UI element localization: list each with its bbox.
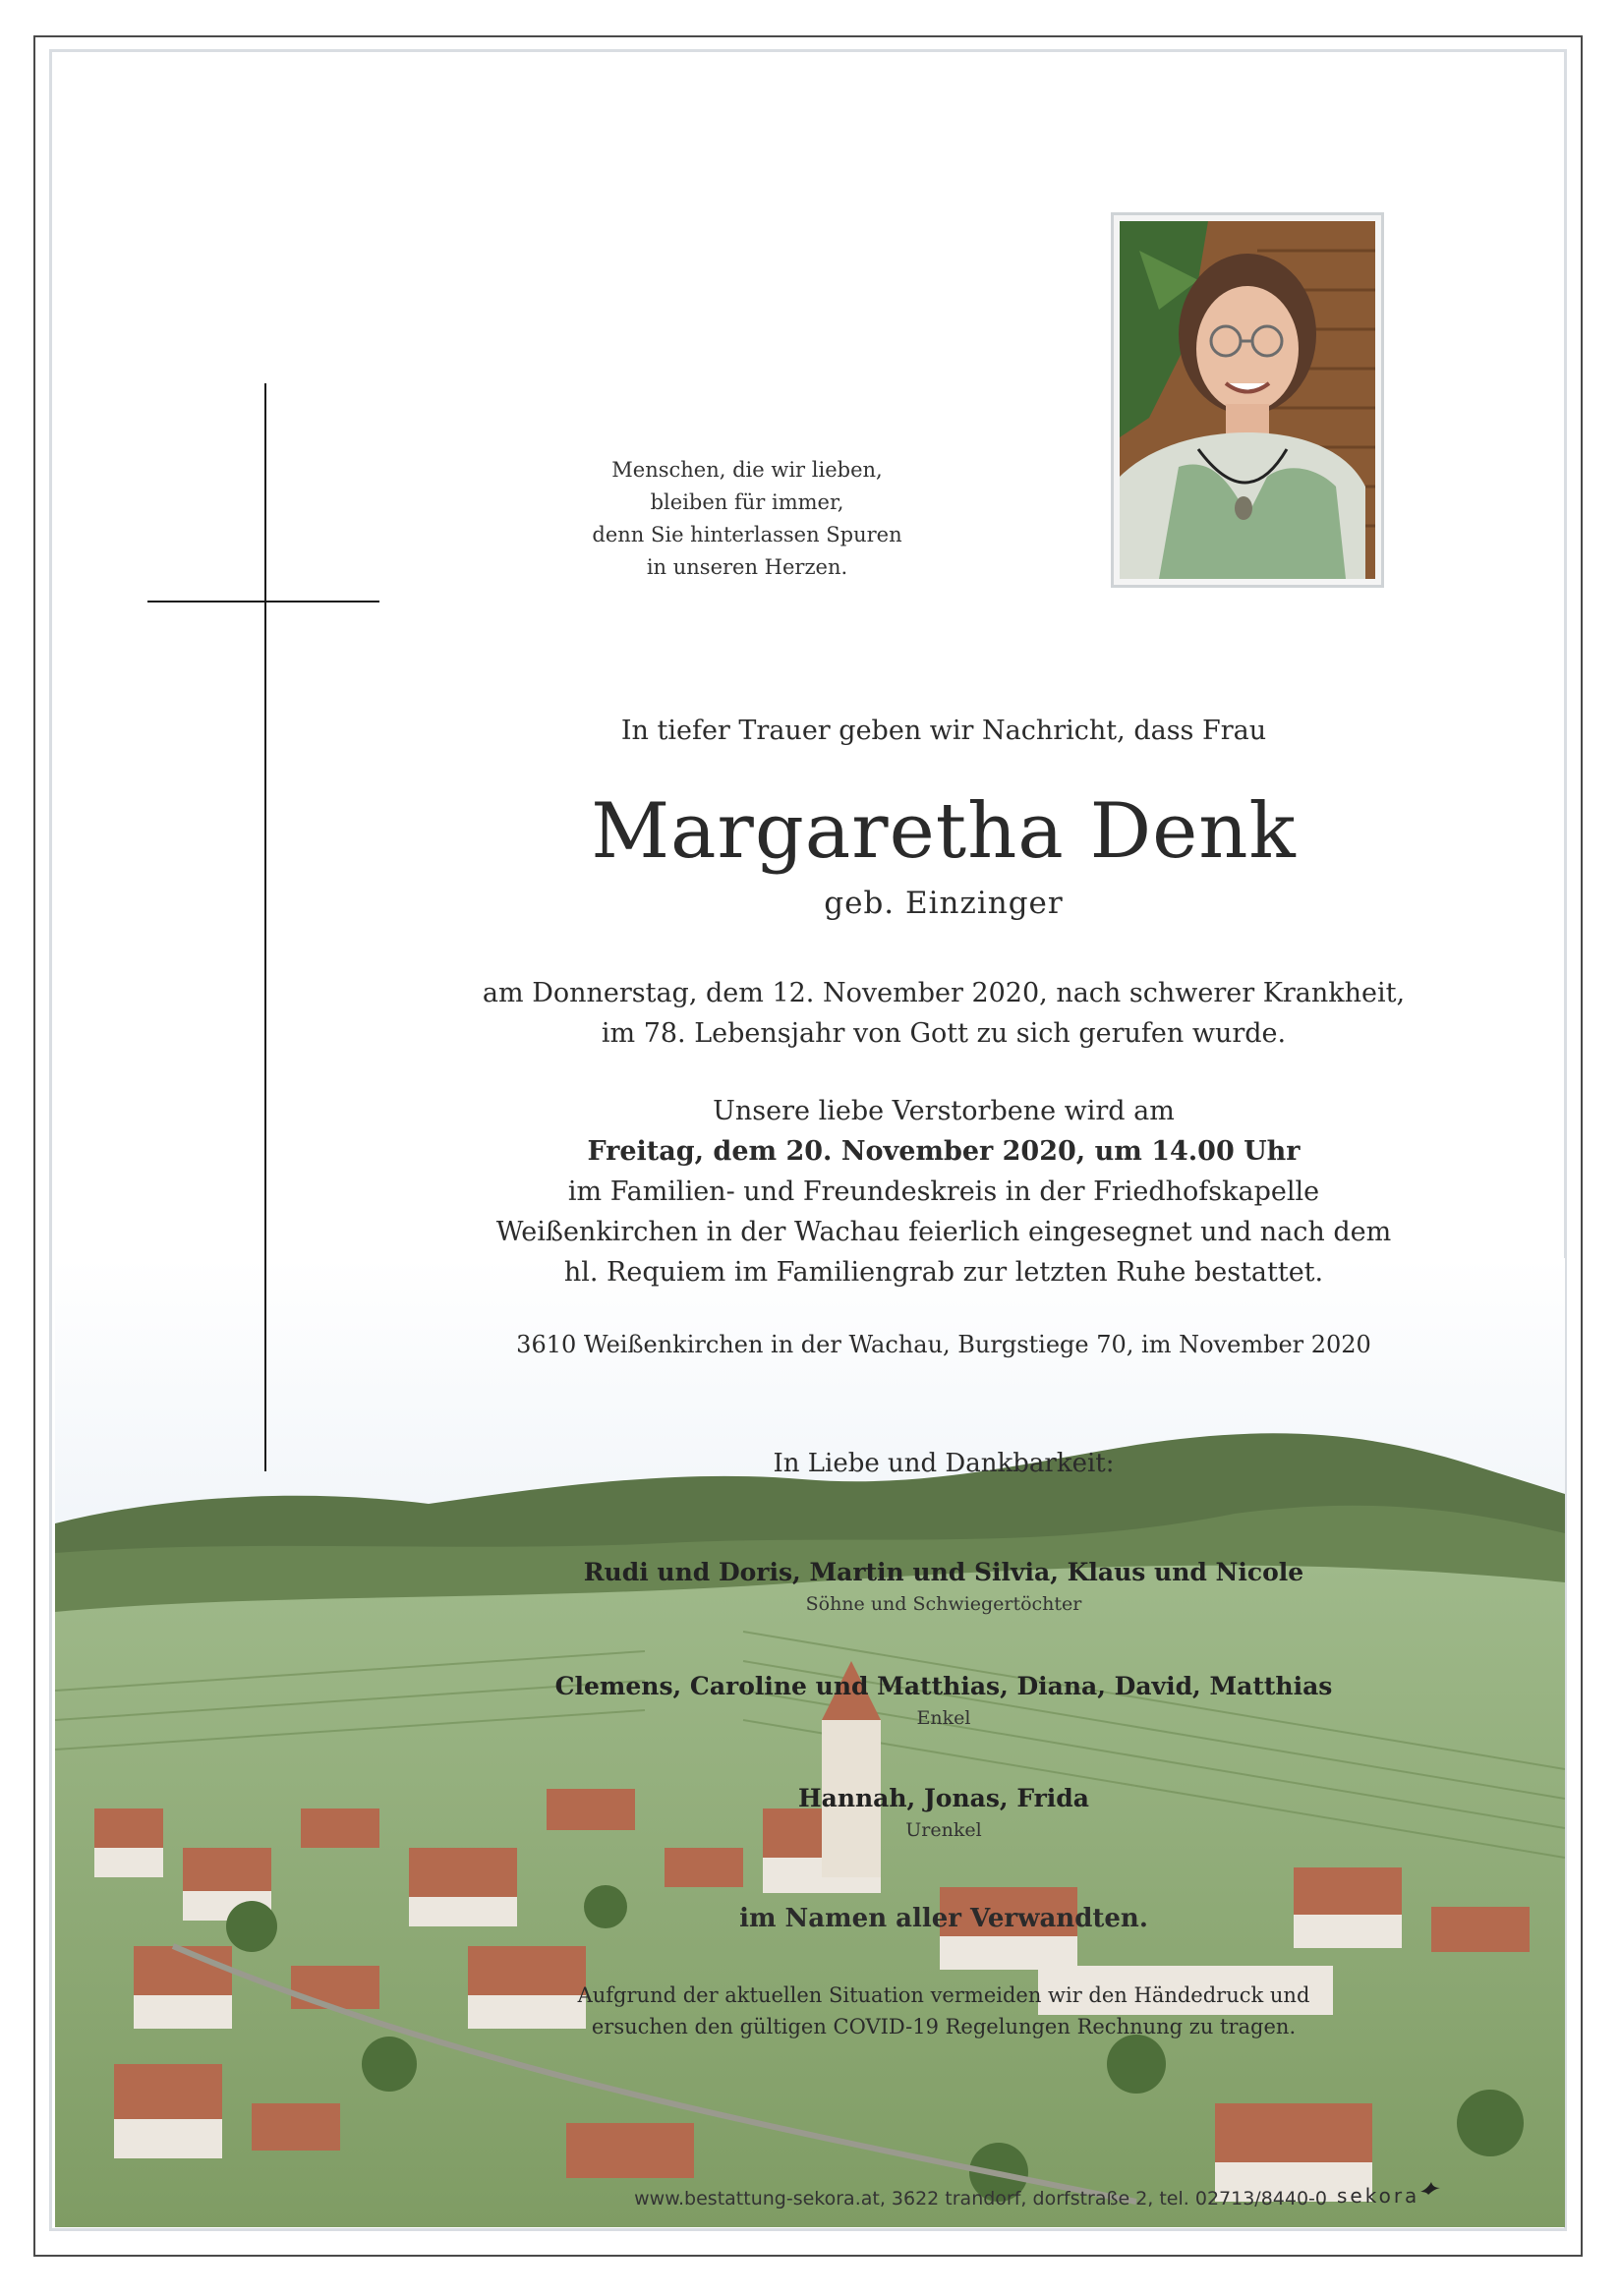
mourner-group [413, 1781, 1475, 1844]
death-notice-line: im 78. Lebensjahr von Gott zu sich gerufen wurde. [601, 1018, 1287, 1049]
mourner-names: Clemens, Caroline und Matthias, Diana, David, Matthias [554, 1672, 1333, 1700]
mourner-role: Urenkel [905, 1819, 982, 1841]
quote-line: denn Sie hinterlassen Spuren [592, 523, 902, 546]
mourner-names: Hannah, Jonas, Frida [798, 1784, 1089, 1812]
funeral-notice [413, 1091, 1475, 1292]
intro-text: In tiefer Trauer geben wir Nachricht, dass Frau [620, 716, 1267, 746]
quote-line: in unseren Herzen. [646, 555, 848, 579]
thanks-heading: In Liebe und Dankbarkeit: [773, 1449, 1115, 1478]
landscape-image [55, 1258, 1565, 2227]
covid-notice-line: Aufgrund der aktuellen Situation vermeiden wir den Händedruck und [577, 1983, 1310, 2007]
mourner-role: Enkel [916, 1707, 971, 1729]
memorial-quote [550, 454, 944, 584]
deceased-name: Margaretha Denk [591, 787, 1297, 876]
mourner-names: Rudi und Doris, Martin und Silvia, Klaus und Nicole [583, 1558, 1304, 1586]
mourner-role: Söhne und Schwiegertöchter [805, 1593, 1082, 1615]
mourner-group [413, 1669, 1475, 1732]
address-line: 3610 Weißenkirchen in der Wachau, Burgstiege 70, im November 2020 [516, 1331, 1371, 1358]
death-notice-line: am Donnerstag, dem 12. November 2020, nach schwerer Krankheit, [482, 978, 1406, 1008]
quote-line: Menschen, die wir lieben, [611, 458, 883, 482]
bird-icon [1419, 2180, 1441, 2196]
closing-line: im Namen aller Verwandten. [739, 1904, 1148, 1933]
funeral-line: hl. Requiem im Familiengrab zur letzten Ruhe bestattet. [563, 1257, 1324, 1288]
quote-line: bleiben für immer, [650, 490, 844, 514]
cross-vertical-bar [264, 383, 266, 1471]
funeral-line: Weißenkirchen in der Wachau feierlich eingesegnet und nach dem [495, 1217, 1392, 1247]
funeral-line: im Familien- und Freundeskreis in der Friedhofskapelle [567, 1177, 1320, 1207]
death-notice [413, 973, 1475, 1054]
maiden-name: geb. Einzinger [824, 886, 1064, 921]
funeral-line: Unsere liebe Verstorbene wird am [713, 1096, 1175, 1126]
covid-notice [413, 1980, 1475, 2042]
covid-notice-line: ersuchen den gültigen COVID-19 Regelungen Rechnung zu tragen. [591, 2015, 1297, 2038]
mourner-group [413, 1555, 1475, 1618]
portrait-photo [1111, 212, 1384, 588]
sekora-logo: sekora [1337, 2184, 1420, 2208]
funeral-date-time: Freitag, dem 20. November 2020, um 14.00 Uhr [587, 1136, 1301, 1167]
footer-contact: www.bestattung-sekora.at, 3622 trandorf, dorfstraße 2, tel. 02713/8440-0 [634, 2188, 1327, 2210]
cross-horizontal-bar [147, 601, 379, 603]
